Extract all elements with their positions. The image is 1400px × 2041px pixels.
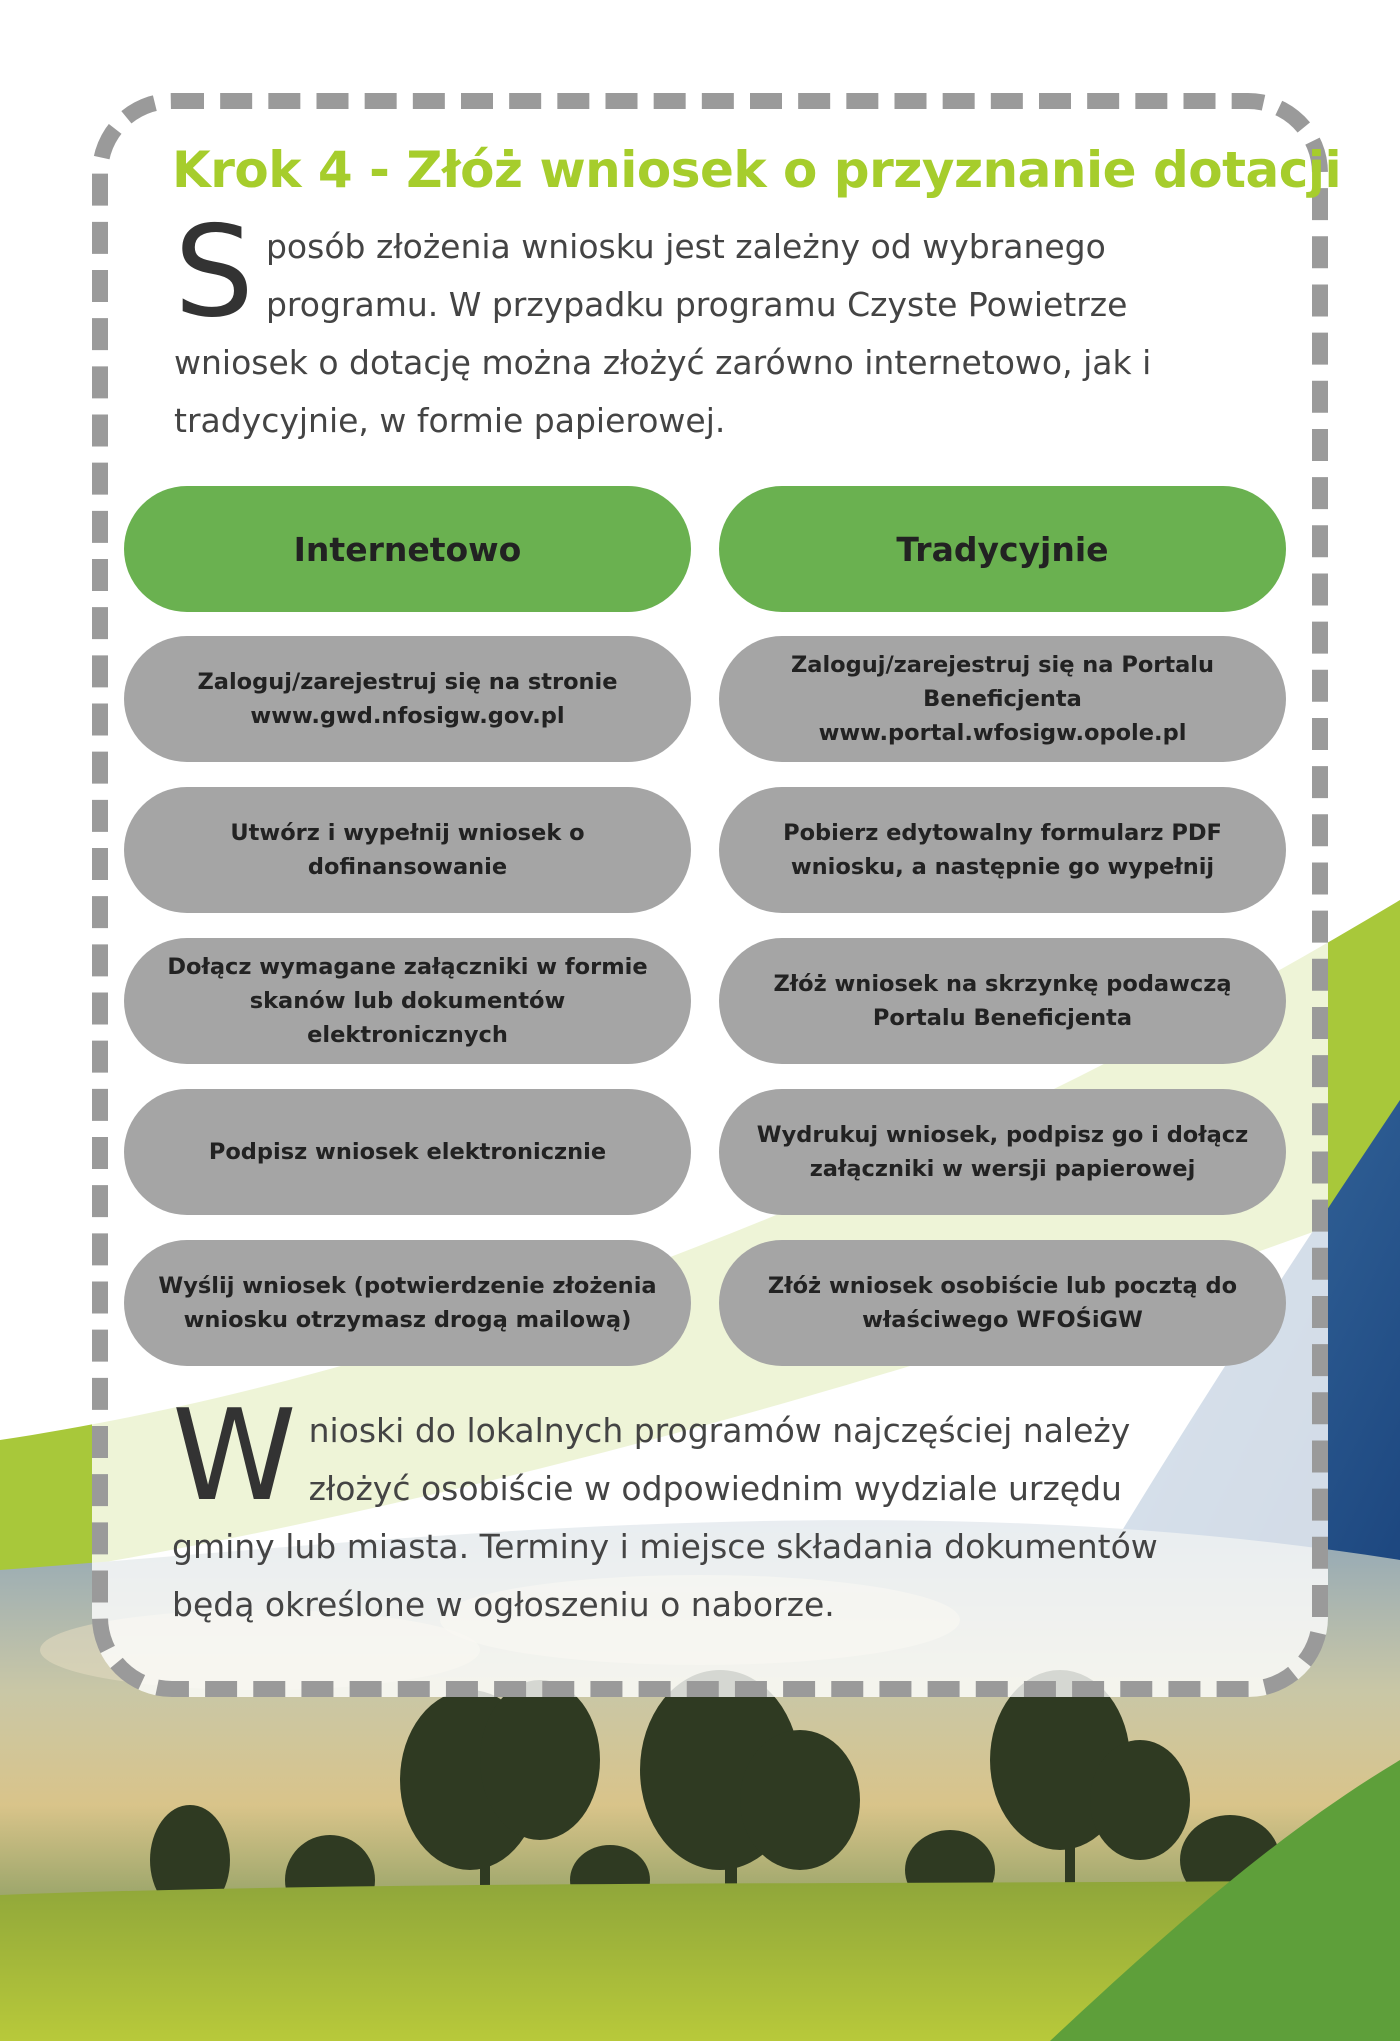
traditional-step-3: Złóż wniosek na skrzynkę podawczą Portalu Beneficjenta bbox=[719, 938, 1286, 1064]
intro-text: posób złożenia wniosku jest zależny od wybranego programu. W przypadku programu Czyste Powietrze wniosek o dotację można złożyć zarówno internetowo, jak i tradycyjnie, w formie papierowej. bbox=[174, 227, 1152, 440]
online-step-3: Dołącz wymagane załączniki w formie skanów lub dokumentów elektronicznych bbox=[124, 938, 691, 1064]
traditional-step-5: Złóż wniosek osobiście lub pocztą do właściwego WFOŚiGW bbox=[719, 1240, 1286, 1366]
traditional-column bbox=[719, 486, 1286, 1391]
traditional-step-4: Wydrukuj wniosek, podpisz go i dołącz załączniki w wersji papierowej bbox=[719, 1089, 1286, 1215]
outro-dropcap: W bbox=[172, 1382, 297, 1529]
outro-paragraph bbox=[172, 1382, 1232, 1634]
online-header: Internetowo bbox=[124, 486, 691, 612]
traditional-step-2: Pobierz edytowalny formularz PDF wniosku, a następnie go wypełnij bbox=[719, 787, 1286, 913]
online-step-5: Wyślij wniosek (potwierdzenie złożenia wniosku otrzymasz drogą mailową) bbox=[124, 1240, 691, 1366]
page-title: Krok 4 - Złóż wniosek o przyznanie dotacji bbox=[172, 141, 1342, 199]
intro-paragraph bbox=[174, 198, 1174, 450]
outro-text: nioski do lokalnych programów najczęściej należy złożyć osobiście w odpowiednim wydziale urzędu gminy lub miasta. Terminy i miejsce składania dokumentów będą określone w ogłoszeniu o naborze. bbox=[172, 1411, 1158, 1624]
intro-dropcap: S bbox=[174, 198, 254, 345]
traditional-step-1: Zaloguj/zarejestruj się na Portalu Beneficjenta www.portal.wfosigw.opole.pl bbox=[719, 636, 1286, 762]
online-column bbox=[124, 486, 691, 1391]
online-step-1: Zaloguj/zarejestruj się na stronie www.gwd.nfosigw.gov.pl bbox=[124, 636, 691, 762]
online-step-4: Podpisz wniosek elektronicznie bbox=[124, 1089, 691, 1215]
online-step-2: Utwórz i wypełnij wniosek o dofinansowanie bbox=[124, 787, 691, 913]
traditional-header: Tradycyjnie bbox=[719, 486, 1286, 612]
